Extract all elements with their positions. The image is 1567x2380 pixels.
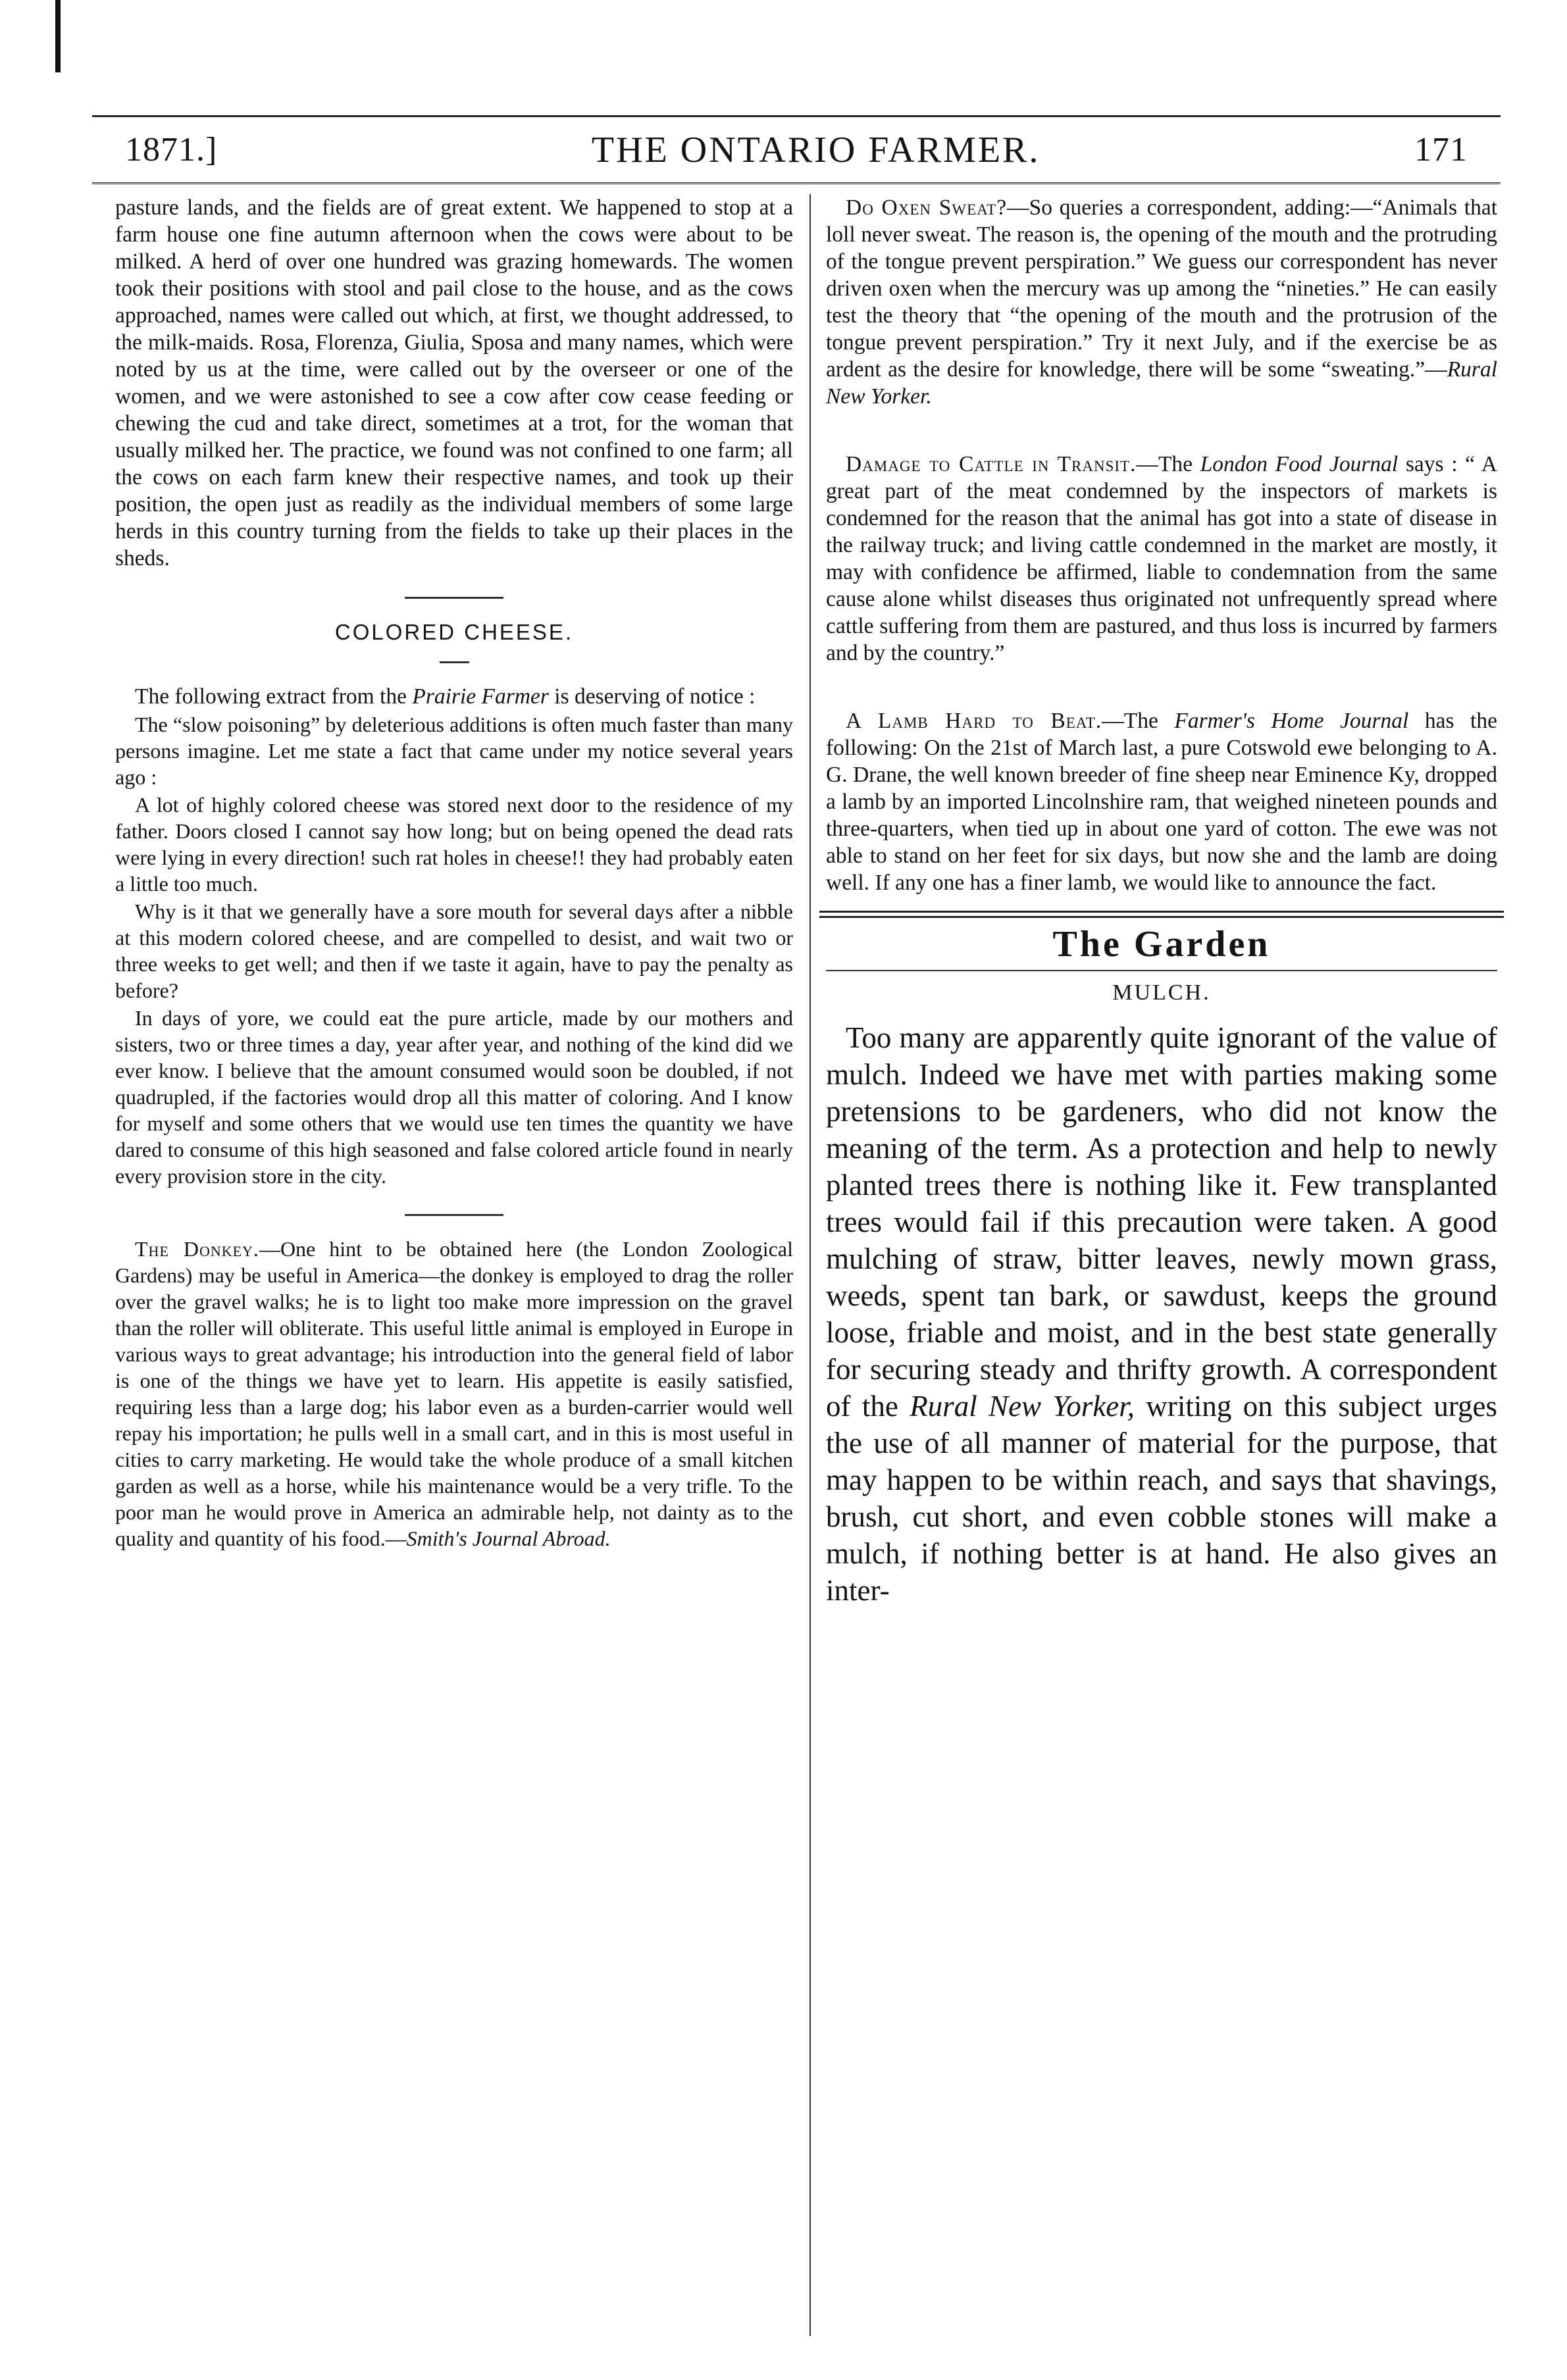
damage-article xyxy=(826,451,1497,667)
lamb-body: has the following: On the 21st of March last, a pure Cotswold ewe belonging to A. G. Drane, the well known breeder of fine sheep near Eminence Ky, dropped a lamb by an imported Lincolnshire ram, that weighed nineteen pounds and three-quarters, when tied up in about one yard of cotton. The ewe was not able to stand on her feet for six days, but now she and the lamb are doing well. If any one has a finer lamb, we would like to announce the fact. xyxy=(826,709,1497,895)
donkey-title: The Donkey. xyxy=(135,1237,259,1261)
lamb-source: Farmer's Home Journal xyxy=(1174,709,1409,733)
mulch-heading: MULCH. xyxy=(826,970,1497,1006)
cheese-intro-text: The following extract from the xyxy=(135,684,413,709)
spacer-2 xyxy=(826,668,1497,707)
cheese-paragraph-4: In days of yore, we could eat the pure article, made by our mothers and sisters, two or three times a day, year after year, and nothing of the kind did we ever know. I believe that the amount consumed would soon be doubled, if not quadrupled, if the factories would drop all this matter of coloring. And I know for myself and some others that we would use ten times the quantity we have dared to consume of this high seasoned and false colored article found in nearly every provision store in the city. xyxy=(115,1006,793,1188)
oxen-source: Rural New Yorker. xyxy=(826,357,1497,409)
oxen-article xyxy=(826,194,1497,410)
mulch-paragraph xyxy=(826,1019,1497,1609)
damage-body: says : “ A great part of the meat condemned by the inspectors of markets is condemned for the reason that the animal has got into a state of disease in the railway truck; and living cattle condemned in the market are mostly, it may with confidence be affirmed, liable to condemnation from the same cause alone whilst diseases thus originated not unfrequently spread where cattle suffering from them are pastured, and thus loss is incurred by farmers and by the country.” xyxy=(826,452,1497,665)
cheese-paragraph-2: A lot of highly colored cheese was stored next door to the residence of my father. Doors closed I cannot say how long; but on being opened the dead rats were lying in every direction! such rat holes in cheese!! they had probably eaten a little too much. xyxy=(115,793,793,896)
lamb-article xyxy=(826,707,1497,896)
cheese-intro xyxy=(115,683,793,710)
mulch-text-end: writing on this subject urges the use of all manner of material for the purpose, that may happen to be within reach, and says that shavings, brush, cut short, and even cobble stones will make a mulch, if nothing better is at hand. He also gives an inter- xyxy=(826,1390,1497,1607)
donkey-article xyxy=(115,1236,793,1552)
damage-title: Damage to Cattle in Transit. xyxy=(846,452,1137,476)
newspaper-page xyxy=(92,115,1501,2339)
section-double-rule xyxy=(819,911,1504,918)
section-rule-2 xyxy=(405,1214,503,1216)
intro-paragraph: pasture lands, and the fields are of great extent. We happened to stop at a farm house one fine autumn afternoon when the cows were about to be milked. A herd of over one hundred was grazing homewards. The women took their positions with stool and pail close to the house, and as the cows approached, names were called out which, at first, we thought addressed, to the milk-maids. Rosa, Florenza, Giulia, Sposa and many names, which were noted by us at the time, were called out by the overseer or one of the women, and we were astonished to see a cow after cow cease feeding or chewing the cud and take direct, sometimes at a trot, for the woman that usually milked her. The practice, we found was not confined to one farm; all the cows on each farm knew their respective names, and took up their position, the open just as readily as the individual members of some large herds in this country turning from the fields to take up their places in the sheds. xyxy=(115,195,793,570)
damage-source: London Food Journal xyxy=(1200,452,1399,476)
spacer xyxy=(826,411,1497,451)
page-header xyxy=(92,115,1501,184)
header-year: 1871.] xyxy=(125,131,218,168)
column-divider xyxy=(809,194,811,2336)
donkey-body: —One hint to be obtained here (the London Zoological Gardens) may be useful in America—the donkey is employed to drag the roller over the gravel walks; he is to light too make more impression on the gravel than the roller will obliterate. This useful little animal is employed in Europe in various ways to great advantage; his introduction into the general field of labor is one of the things we have yet to learn. His appetite is easily satisfied, requiring less than a large dog; his labor even as a burden-carrier would well repay his importation; he pulls well in a small cart, and in this is most useful in cities to carry marketing. He would take the whole produce of a small kitchen garden as well as a horse, while his maintenance would be a very trifle. To the poor man he would prove in America an admirable help, not dainty as to the quality and quantity of his food.— xyxy=(115,1237,793,1550)
header-title: THE ONTARIO FARMER. xyxy=(591,129,1040,170)
heading-rule xyxy=(440,661,469,663)
right-column xyxy=(826,194,1497,1610)
left-column xyxy=(115,194,793,1553)
cheese-source: Prairie Farmer xyxy=(412,684,549,709)
binding-mark xyxy=(55,0,61,72)
donkey-source: Smith's Journal Abroad. xyxy=(406,1527,611,1550)
section-rule xyxy=(405,597,503,599)
cheese-heading: COLORED CHEESE. xyxy=(334,620,574,644)
oxen-body: —So queries a correspondent, adding:—“Animals that loll never sweat. The reason is, the opening of the mouth and the protruding of the tongue prevent perspiration.” We guess our correspondent has never driven oxen when the mercury was up among the “nineties.” He can easily test the theory that “the opening of the mouth and the protrusion of the tongue prevent perspiration.” Try it next July, and if the exercise be as ardent as the desire for knowledge, there will be some “sweating.”— xyxy=(826,195,1498,382)
garden-section-title: The Garden xyxy=(1052,924,1271,965)
cheese-paragraph-1: The “slow poisoning” by deleterious additions is often much faster than many persons imagine. Let me state a fact that came under my notice several years ago : xyxy=(115,713,793,789)
lamb-text: —The xyxy=(1102,709,1175,733)
header-page-number: 171 xyxy=(1414,131,1468,168)
cheese-intro-text-end: is deserving of notice : xyxy=(548,684,756,709)
mulch-text: Too many are apparently quite ignorant of the value of mulch. Indeed we have met with parties making some pretensions to be gardeners, who did not know the meaning of the term. As a protection and help to newly planted trees there is nothing like it. Few transplanted trees would fail if this precaution were taken. A good mulching of straw, bitter leaves, newly mown grass, weeds, spent tan bark, or sawdust, keeps the ground loose, friable and moist, and in the best state generally for securing steady and thrifty growth. A correspondent of the xyxy=(826,1021,1497,1423)
oxen-title: Do Oxen Sweat? xyxy=(846,195,1008,220)
damage-text: —The xyxy=(1136,452,1200,476)
lamb-title: A Lamb Hard to Beat. xyxy=(846,709,1102,733)
mulch-source: Rural New Yorker, xyxy=(910,1390,1135,1423)
cheese-paragraph-3: Why is it that we generally have a sore mouth for several days after a nibble at this modern colored cheese, and are compelled to desist, and wait two or three weeks to get well; and then if we taste it again, have to pay the penalty as before? xyxy=(115,899,793,1002)
